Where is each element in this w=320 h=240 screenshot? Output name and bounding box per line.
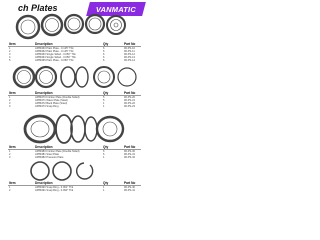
cell-item: 2: [9, 99, 11, 102]
cell-desc: AP89463 Single Sided - 0.050" Thk: [35, 53, 76, 56]
col-qty: Qty: [103, 181, 109, 185]
cell-qty: 6: [103, 50, 105, 53]
cell-desc: AP89472 Back Plate (Steel): [35, 102, 68, 105]
cell-part: 96-PS-23: [124, 105, 135, 108]
cell-part: 96-PS-10: [124, 47, 135, 50]
clutch-plates-illustration: [0, 64, 149, 94]
col-description: Description: [35, 91, 53, 95]
cell-part: 96-PS-13: [124, 56, 135, 59]
cell-item: 1: [9, 96, 11, 99]
clutch-plates-illustration: [0, 112, 149, 146]
cell-part: 96-PS-32: [124, 156, 135, 159]
col-part-no: Part No: [124, 145, 136, 149]
col-item: Item: [9, 42, 16, 46]
col-part-no: Part No: [124, 91, 136, 95]
cell-desc: AP89462 Plain Plate - 0.125" Thk: [35, 50, 74, 53]
cell-qty: 6: [103, 47, 105, 50]
cell-item: 1: [9, 47, 11, 50]
col-description: Description: [35, 42, 53, 46]
cell-desc: AP89490 Snap Ring - 0.061" Thk: [35, 186, 74, 189]
col-description: Description: [35, 181, 53, 185]
cell-part: 96-PS-11: [124, 50, 135, 53]
col-part-no: Part No: [124, 181, 136, 185]
cell-qty: 1: [103, 189, 105, 192]
cell-qty: 6: [103, 153, 105, 156]
col-part-no: Part No: [124, 42, 136, 46]
cell-part: 96-PS-41: [124, 189, 135, 192]
cell-item: 1: [9, 150, 11, 153]
cell-qty: 6: [103, 59, 105, 62]
cell-part: 96-PS-31: [124, 153, 135, 156]
cell-part: 96-PS-22: [124, 102, 135, 105]
cell-part: 96-PS-20: [124, 96, 135, 99]
cell-part: 96-PS-12: [124, 53, 135, 56]
col-item: Item: [9, 181, 16, 185]
cell-part: 96-PS-21: [124, 99, 135, 102]
cell-desc: AP89471 Wave Plate (Steel): [35, 99, 68, 102]
cell-desc: AP89473 Snap Ring: [35, 105, 59, 108]
cell-desc: AP89464 Single Sided - 0.050" Thk: [35, 56, 76, 59]
cell-item: 3: [9, 156, 11, 159]
cell-qty: 1: [103, 105, 105, 108]
cell-qty: 5: [103, 96, 105, 99]
cell-part: 96-PS-14: [124, 59, 135, 62]
cell-qty: 1: [103, 156, 105, 159]
cell-desc: AP89465 Plain Plate - 0.050" Thk: [35, 59, 74, 62]
cell-item: 2: [9, 189, 11, 192]
cell-item: 2: [9, 50, 11, 53]
clutch-plates-illustration: [0, 12, 149, 44]
cell-desc: AP89460 Plain Plate - 0.125" Thk: [35, 47, 74, 50]
cell-desc: AP89480 Friction Plate (Double Sided): [35, 150, 80, 153]
cell-desc: AP89470 Friction Plate (Double Sided): [35, 96, 80, 99]
cell-qty: 6: [103, 150, 105, 153]
cell-qty: 6: [103, 56, 105, 59]
cell-item: 2: [9, 153, 11, 156]
cell-desc: AP89481 Steel Plate: [35, 153, 59, 156]
page-title: ch Plates: [18, 3, 58, 13]
table-row: [0, 59, 149, 62]
snap-rings-illustration: [0, 160, 149, 182]
col-qty: Qty: [103, 91, 109, 95]
cell-desc: AP89491 Snap Ring - 0.093" Thk: [35, 189, 74, 192]
cell-item: 4: [9, 56, 11, 59]
col-qty: Qty: [103, 42, 109, 46]
col-item: Item: [9, 91, 16, 95]
cell-qty: 6: [103, 53, 105, 56]
col-description: Description: [35, 145, 53, 149]
cell-item: 3: [9, 53, 11, 56]
col-qty: Qty: [103, 145, 109, 149]
cell-item: 1: [9, 186, 11, 189]
cell-part: 96-PS-40: [124, 186, 135, 189]
cell-qty: 5: [103, 99, 105, 102]
cell-item: 5: [9, 59, 11, 62]
cell-part: 96-PS-30: [124, 150, 135, 153]
cell-desc: AP89482 Pressure Plate: [35, 156, 64, 159]
table-row: [0, 156, 149, 159]
cell-item: 4: [9, 105, 11, 108]
cell-qty: 1: [103, 102, 105, 105]
brand-logo-text: VANMATIC: [95, 4, 137, 14]
cell-qty: 1: [103, 186, 105, 189]
table-row: [0, 105, 149, 108]
table-row: [0, 189, 149, 192]
col-item: Item: [9, 145, 16, 149]
cell-item: 3: [9, 102, 11, 105]
